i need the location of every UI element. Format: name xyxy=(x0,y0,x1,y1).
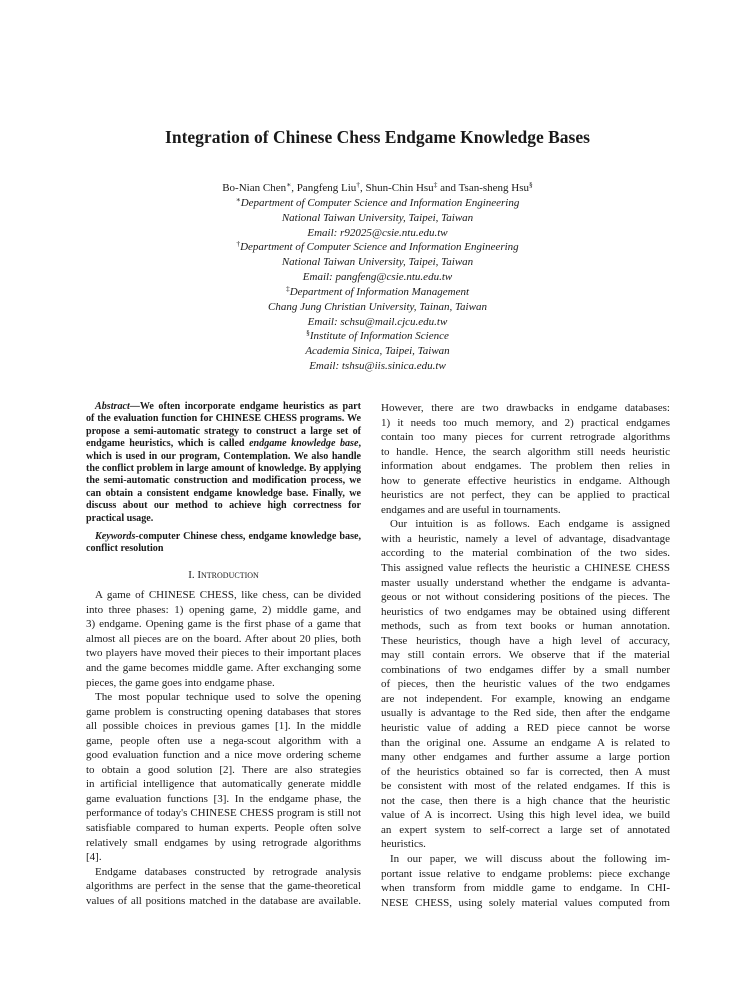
abstract-line xyxy=(86,438,361,450)
body-line: 3) endgame. Opening game is the first phase of a game that xyxy=(86,618,361,631)
body-line: of the heuristics obtained so far is corrected, then A must xyxy=(381,765,670,778)
body-line: game evaluation functions [3]. In the endgame phase, the xyxy=(86,792,361,805)
author-2-mark: † xyxy=(356,180,361,189)
body-line: heuristics of two endgames may be obtained using different xyxy=(381,605,670,618)
author-names xyxy=(0,181,755,196)
body-line: not the case, then there is a high chance that the heuristic xyxy=(381,794,670,807)
abstract-text: —We often incorporate endgame heuristics as part xyxy=(129,401,361,412)
abstract-text: , xyxy=(358,438,361,450)
body-line: game, people often use a nega-scout algorithm with a xyxy=(86,734,361,747)
body-line: A game of CHINESE CHESS, like chess, can be divided xyxy=(95,589,361,602)
body-line: However, there are two drawbacks in endgame databases: xyxy=(381,402,670,414)
body-line: are not independent. For example, knowing an endgame xyxy=(381,692,670,705)
affiliation-2-univ: National Taiwan University, Taipei, Taiwan xyxy=(281,256,474,269)
body-line: heuristics are not perfect, they can be applied to practical xyxy=(381,489,670,502)
abstract-text: endgame heuristics, which is called xyxy=(86,438,250,450)
abstract-line: which is used in our program, Contemplation. We also handle xyxy=(86,450,361,462)
keywords-text: -computer Chinese chess, endgame knowledge base, xyxy=(135,530,361,542)
body-line: [4]. xyxy=(86,851,102,864)
body-line: pieces, the game goes into endgame phase. xyxy=(86,676,275,689)
left-column xyxy=(86,401,361,908)
body-line: of pieces, then the heuristic values of the two endgames xyxy=(381,678,670,691)
abstract-line: of the evaluation function for CHINESE CHESS programs. We xyxy=(86,413,361,425)
abstract-line: propose a semi-automatic strategy to construct a large set of xyxy=(86,425,361,437)
affiliation-2-email: Email: pangfeng@csie.ntu.edu.tw xyxy=(302,271,453,284)
body-line: Endgame databases constructed by retrograde analysis xyxy=(95,865,361,878)
body-line: how to generate effective heuristics in endgame. Although xyxy=(381,474,670,487)
right-column xyxy=(381,401,670,910)
body-line: an expert system to self-correct a large set of annotated xyxy=(381,823,670,836)
affiliation-dept: Department of Computer Science and Information Engineering xyxy=(240,241,519,254)
body-line: algorithms are perfect in the sense that the game-theoretical xyxy=(86,880,361,893)
author-2: , Pangfeng Liu xyxy=(291,182,357,194)
body-line: two players have moved their pieces to their important places xyxy=(86,647,361,660)
body-line: satisfiable compared to human experts. People often solve xyxy=(86,821,361,834)
body-line: into three phases: 1) opening game, 2) middle game, and xyxy=(86,603,361,616)
affiliation-3-univ: Chang Jung Christian University, Tainan, Taiwan xyxy=(268,300,487,313)
author-4: and Tsan-sheng Hsu xyxy=(437,182,530,194)
body-line: good evaluation function and a nice move ordering scheme xyxy=(86,749,361,762)
affiliation-1-univ: National Taiwan University, Taipei, Taiwan xyxy=(281,211,474,224)
intro-body xyxy=(86,588,361,908)
affiliation-mark: † xyxy=(236,239,241,249)
abstract-label: Abstract xyxy=(95,401,130,412)
section-number: I. xyxy=(188,568,198,581)
affiliation-3-dept xyxy=(0,285,755,300)
affiliation-1-email: Email: r92025@csie.ntu.edu.tw xyxy=(307,226,448,239)
section-heading xyxy=(86,568,361,583)
author-4-mark: § xyxy=(529,180,533,189)
keywords-line xyxy=(86,531,361,543)
abstract-line xyxy=(86,401,361,413)
author-1: Bo-Nian Chen xyxy=(222,182,287,194)
body-line: be consistent with most of the related endgames. If this is xyxy=(381,780,670,793)
body-line: almost all pieces are on the board. After about 20 plies, both xyxy=(86,632,361,645)
paper-title: Integration of Chinese Chess Endgame Knowledge Bases xyxy=(165,127,590,147)
body-line: than the original one. Assume an endgame A is related to xyxy=(381,736,670,749)
abstract-line: the semi-automatic construction and modification process, we xyxy=(86,475,361,487)
body-line: according to the material combination of the two sides. xyxy=(381,547,670,560)
keywords-line: conflict resolution xyxy=(86,543,164,555)
author-block xyxy=(0,181,755,374)
body-line: may still contain errors. We observe that if the material xyxy=(381,649,670,662)
affiliation-mark: ‡ xyxy=(285,283,290,293)
body-line: information about endgames. The problem then relies in xyxy=(381,460,670,473)
affiliation-1-dept xyxy=(0,196,755,211)
keywords-label: Keywords xyxy=(95,530,136,542)
affiliation-mark: § xyxy=(306,328,310,338)
body-line: many other endgames and further assume a large portion xyxy=(381,751,670,764)
body-line: relatively small endgames by using retrograde algorithms xyxy=(86,836,361,849)
abstract-line: the conflict problem in large amount of knowledge. By applying xyxy=(86,462,361,474)
body-line: These heuristics, though have a high level of accuracy, xyxy=(381,634,670,647)
affiliation-4-univ: Academia Sinica, Taipei, Taiwan xyxy=(305,345,450,358)
body-line: master usually understand whether the endgame is advanta- xyxy=(381,576,670,589)
affiliation-dept: Department of Information Management xyxy=(289,285,470,298)
body-line: performance of today's CHINESE CHESS program is still not xyxy=(86,807,361,820)
abstract-line: practical usage. xyxy=(86,512,154,524)
body-line: to handle. Hence, the search algorithm still needs heuristic xyxy=(381,445,670,458)
body-line: values of all positions matched in the database are available. xyxy=(86,894,361,907)
author-3-mark: ‡ xyxy=(433,180,438,189)
affiliation-2-dept xyxy=(0,240,755,255)
body-line: in artificial intelligence that automatically generate middle xyxy=(86,778,361,791)
body-line: to obtain a good solution [2]. There are also strategies xyxy=(86,763,361,776)
body-line: heuristic value of adding a RED piece cannot be worse xyxy=(381,722,670,735)
body-line: Our intuition is as follows. Each endgame is assigned xyxy=(390,518,670,531)
body-line: value of A is incorrect. Using this high level idea, we build xyxy=(381,809,670,822)
body-line: with a heuristic, namely a level of advantage, disadvantage xyxy=(381,532,670,545)
body-line: methods, such as from text books or human annotation. xyxy=(381,620,670,633)
abstract-line: can obtain a consistent endgame knowledge base. Finally, we xyxy=(86,487,361,499)
affiliation-dept: Institute of Information Science xyxy=(309,330,449,343)
abstract-term: endgame knowledge base xyxy=(249,438,359,450)
body-line: usually is advantage to the Red side, then after the endgame xyxy=(381,707,670,720)
body-line: geous or not without considering positions of the pieces. The xyxy=(381,591,670,604)
affiliation-4-dept xyxy=(0,329,755,344)
section-title: Introduction xyxy=(197,568,259,581)
abstract xyxy=(86,401,361,556)
body-line: This assigned value reflects the heuristic a CHINESE CHESS xyxy=(381,562,670,575)
body-line: portant issue relative to endgame problems: piece exchange xyxy=(381,867,670,880)
body-line: all possible choices in previous games [1]. In the middle xyxy=(86,720,361,733)
body-line: game problem is constructing opening databases that stores xyxy=(86,705,361,718)
body-line: In our paper, we will discuss about the following im- xyxy=(390,852,670,865)
body-line: contain too many pieces for current retrograde algorithms xyxy=(381,431,670,444)
body-line: heuristics. xyxy=(381,838,426,851)
author-1-mark: ∗ xyxy=(286,180,292,189)
body-line: when transform from middle game to endgame. In CHI- xyxy=(381,882,670,895)
body-line: and the game becomes middle game. After exchanging some xyxy=(86,661,361,674)
author-3: , Shun-Chin Hsu xyxy=(360,182,434,194)
body-line: endgames and are useful in tournaments. xyxy=(381,503,561,516)
affiliation-4-email: Email: tshsu@iis.sinica.edu.tw xyxy=(309,360,446,373)
body-line: The most popular technique used to solve the opening xyxy=(95,691,361,704)
body-line: combinations of two endgames differ by a small number xyxy=(381,663,670,676)
body-line: NESE CHESS, using solely material values computed from xyxy=(381,896,670,909)
affiliation-mark: ∗ xyxy=(235,194,241,204)
affiliation-3-email: Email: schsu@mail.cjcu.edu.tw xyxy=(307,315,448,328)
abstract-line: discuss about our method to achieve high correctness for xyxy=(86,500,361,512)
body-line: 1) it needs too much memory, and 2) practical endgames xyxy=(381,416,670,429)
affiliation-dept: Department of Computer Science and Information Engineering xyxy=(240,196,520,209)
